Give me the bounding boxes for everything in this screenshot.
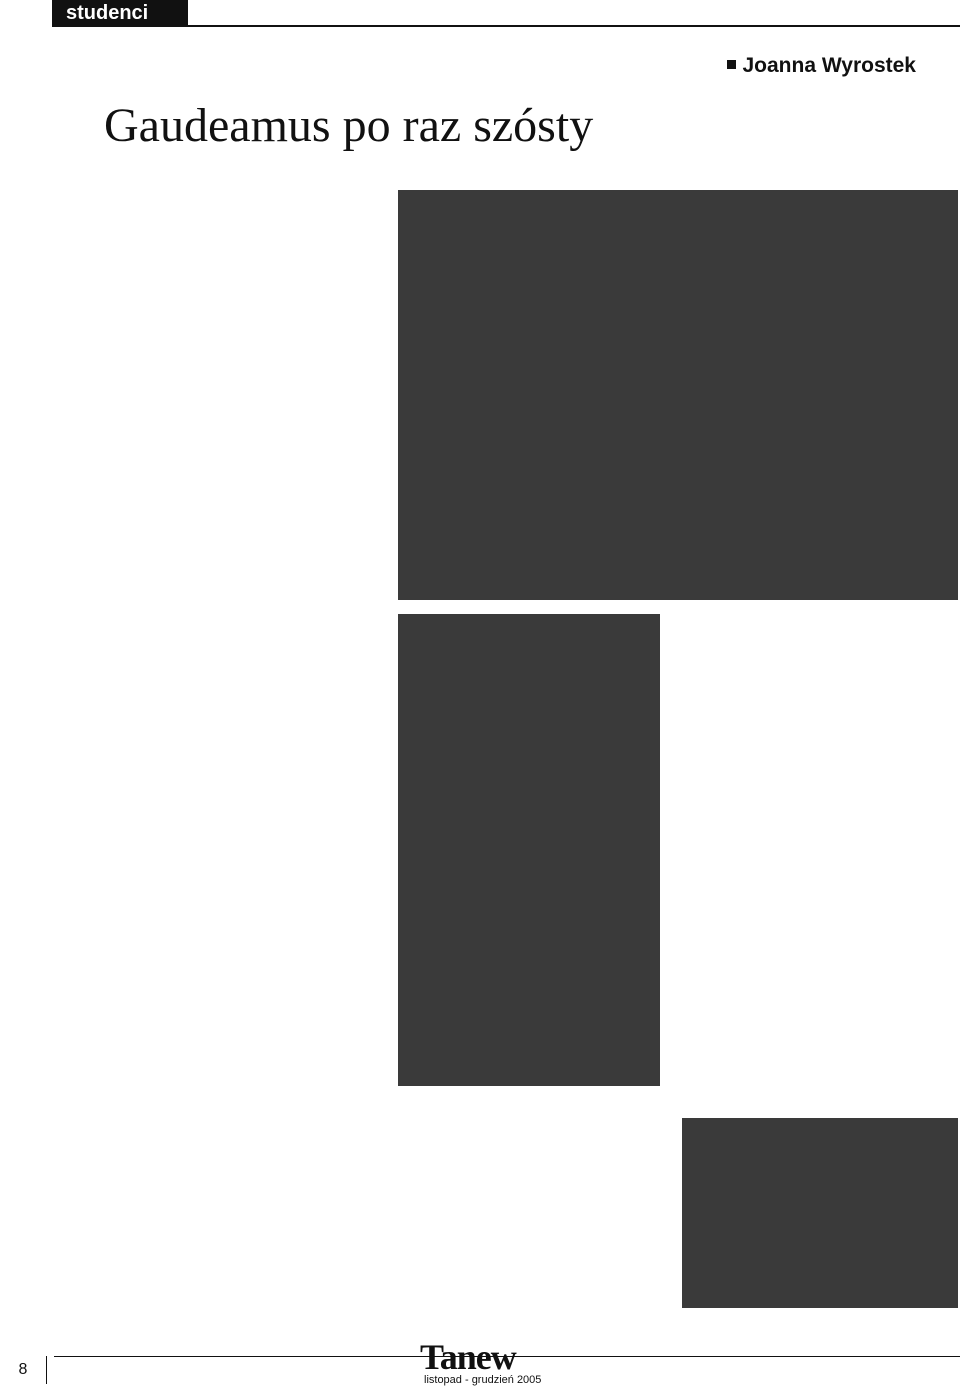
- section-rule: [188, 25, 960, 27]
- photo-bishop-with-gift: [398, 614, 660, 1086]
- photo-ceremony-stage: [398, 190, 958, 600]
- page-number: 8: [0, 1356, 47, 1384]
- byline-author: Joanna Wyrostek: [742, 54, 916, 77]
- issue-date: listopad - grudzień 2005: [424, 1374, 542, 1386]
- section-tab: studenci: [52, 0, 188, 27]
- masthead-logo: Tanew: [420, 1337, 516, 1377]
- article-headline: Gaudeamus po raz szósty: [104, 99, 594, 152]
- byline: [727, 54, 916, 78]
- photo-audience-hall: [682, 1118, 958, 1308]
- byline-square-icon: [727, 60, 736, 69]
